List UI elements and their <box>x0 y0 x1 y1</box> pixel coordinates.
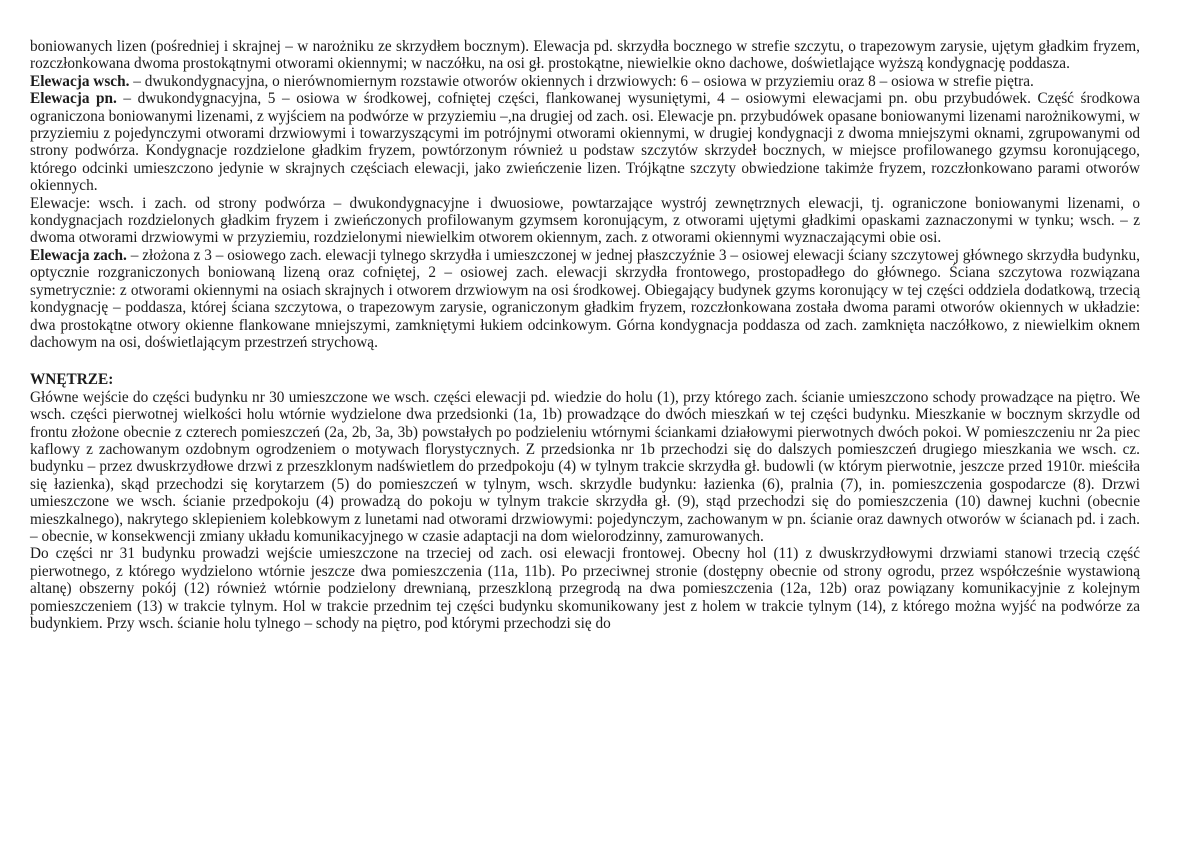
heading-west-elevation: Elewacja zach. <box>30 246 127 264</box>
interior-paragraph-1: Główne wejście do części budynku nr 30 umieszczone we wsch. części elewacji pd. wiedzie do holu (1), przy którego zach. ścianie umieszczono schody prowadzące na piętro. We wsch. części pierwotnej wielkości holu wtórnie wydzielone dwa przedsionki (1a, 1b) prowadzące do dwóch mieszkań w tej części budynku. Mieszkanie w bocznym skrzydle od frontu złożone obecnie z czterech pomieszczeń (2a, 2b, 3a, 3b) powstałych po podzieleniu wtórnymi ściankami działowymi pierwotnych dwóch pokoi. W pomieszczeniu nr 2a piec kaflowy z zachowanym ozdobnym ogrodzeniem o motywach florystycznych. Z przedsionka nr 1b przechodzi się do dalszych pomieszczeń drugiego mieszkania we wsch. cz. budynku – przez dwuskrzydłowe drzwi z przeszklonym nadświetlem do przedpokoju (4) w tylnym trakcie skrzydła gł. budowli (w którym pierwotnie, jeszcze przed 1910r. mieściła się łazienka), skąd przechodzi się korytarzem (5) do pomieszczeń w tylnym, wsch. skrzydle budynku: łazienka (6), pralnia (7), in. pomieszczenia gospodarcze (8). Drzwi umieszczone we wsch. ścianie przedpokoju (4) prowadzą do pokoju w tylnym trakcie skrzydła gł. (9), stąd przechodzi się do pomieszczenia (10) dawnej kuchni (obecnie mieszkalnego), nakrytego sklepieniem kolebkowym z lunetami nad otworami drzwiowymi: pojedynczym, zachowanym w pn. ścianie oraz dawnych otworów w ścianach pd. i zach. – obecnie, w konsekwencji zmiany układu komunikacyjnego w czasie adaptacji na dom wielorodzinny, zamurowanych. <box>30 388 1140 545</box>
west-elevation-text: – złożona z 3 – osiowego zach. elewacji tylnego skrzydła i umieszczonej w jednej płaszczyźnie 3 – osiowej elewacji ściany szczytowej głównego skrzydła budynku, optycznie rozgraniczonych boniowaną lizeną oraz cofniętej, 2 – osiowej zach. elewacji skrzydła frontowego, prostopadłego do głównego. Ściana szczytowa rozwiązana symetrycznie: z otworami okiennymi na osiach skrajnych i otworem drzwiowym na osi środkowej. Obiegający budynek gzyms koronujący w tej części oddziela dodatkową, trzecią kondygnację – poddasza, której ściana szczytowa, o trapezowym zarysie, ograniczonym gładkim fryzem, rozczłonkowana została dwoma parami otworów okiennych w układzie: dwa prostokątne otwory okienne flankowane mniejszymi, zamkniętymi łukiem odcinkowym. Górna kondygnacja poddasza od zach. zamknięta naczółkowo, z niewielkim oknem dachowym na osi, doświetlającym przestrzeń strychową. <box>30 246 1140 351</box>
exterior-paragraph-courtyard: Elewacje: wsch. i zach. od strony podwórza – dwukondygnacyjne i dwuosiowe, powtarzające wystrój zewnętrznych elewacji, tj. ograniczone boniowanymi lizenami, o kondygnacjach rozdzielonych gładkim fryzem i zwieńczonych profilowanym gzymsem koronującym, z otworami ujętymi gładkimi opaskami zaznaczonymi w tynku; wsch. – z dwoma otworami drzwiowymi w przyziemiu, rozdzielonymi niewielkim otworem okiennym, zach. z otworami okiennymi wyznaczającymi obie osi. <box>30 194 1140 247</box>
east-elevation-text: – dwukondygnacyjna, o nierównomiernym rozstawie otworów okiennych i drzwiowych: 6 – osiowa w przyziemiu oraz 8 – osiowa w strefie piętra. <box>129 72 1034 90</box>
exterior-paragraph-north <box>30 90 1140 194</box>
exterior-paragraph-west <box>30 247 1140 351</box>
exterior-paragraph-east <box>30 73 1140 90</box>
document-page <box>30 38 1140 632</box>
north-elevation-text: – dwukondygnacyjna, 5 – osiowa w środkowej, cofniętej części, flankowanej wysuniętymi, 4 – osiowymi elewacjami pn. obu przybudówek. Część środkowa ograniczona boniowanymi lizenami, z wyjściem na podwórze w przyziemiu –,na drugiej od zach. osi. Elewacje pn. przybudówek opasane boniowanymi lizenami narożnikowymi, w przyziemiu z pojedynczymi otworami drzwiowymi i towarzyszącymi im potrójnymi otworami okiennymi, w drugiej kondygnacji z dwoma mniejszymi oknami, zgrupowanymi od strony podwórza. Kondygnacje rozdzielone gładkim fryzem, powtórzonym również u podstaw szczytów skrzydeł bocznych, w miejsce profilowanego gzymsu koronującego, którego odcinki umieszczono jedynie w skrajnych częściach elewacji, jako zwieńczenie lizen. Trójkątne szczyty obwiedzione takimże fryzem, rozczłonkowano parami otworów okiennych. <box>30 90 1141 195</box>
interior-section-title: WNĘTRZE: <box>30 371 114 389</box>
interior-paragraph-2: Do części nr 31 budynku prowadzi wejście umieszczone na trzeciej od zach. osi elewacji frontowej. Obecny hol (11) z dwuskrzydłowymi drzwiami stanowi trzecią część pierwotnego, z którego wydzielono wtórnie jeszcze dwa pomieszczenia (11a, 11b). Po przeciwnej stronie (dostępny obecnie od strony ogrodu, przez współcześnie wystawioną altanę) obszerny pokój (12) również wtórnie podzielony drewnianą, przeszkloną przegrodą na dwa pomieszczenia (12a, 12b) oraz powiązany komunikacyjnie z kolejnym pomieszczeniem (13) w trakcie tylnym. Hol w trakcie przednim tej części budynku skomunikowany jest z holem w trakcie tylnym (14), z którego można wyjść na podwórze za budynkiem. Przy wsch. ścianie holu tylnego – schody na piętro, pod którymi przechodzi się do <box>30 545 1140 632</box>
heading-east-elevation: Elewacja wsch. <box>30 72 130 90</box>
exterior-paragraph-1: boniowanych lizen (pośredniej i skrajnej – w narożniku ze skrzydłem bocznym). Elewacja pd. skrzydła bocznego w strefie szczytu, o trapezowym zarysie, ujętym gładkim fryzem, rozczłonkowana dwoma prostokątnymi otworami okiennymi; w naczółku, na osi gł. prostokątne, niewielkie okno dachowe, doświetlające wyższą kondygnację poddasza. <box>30 38 1140 73</box>
heading-north-elevation: Elewacja pn. <box>30 90 117 108</box>
